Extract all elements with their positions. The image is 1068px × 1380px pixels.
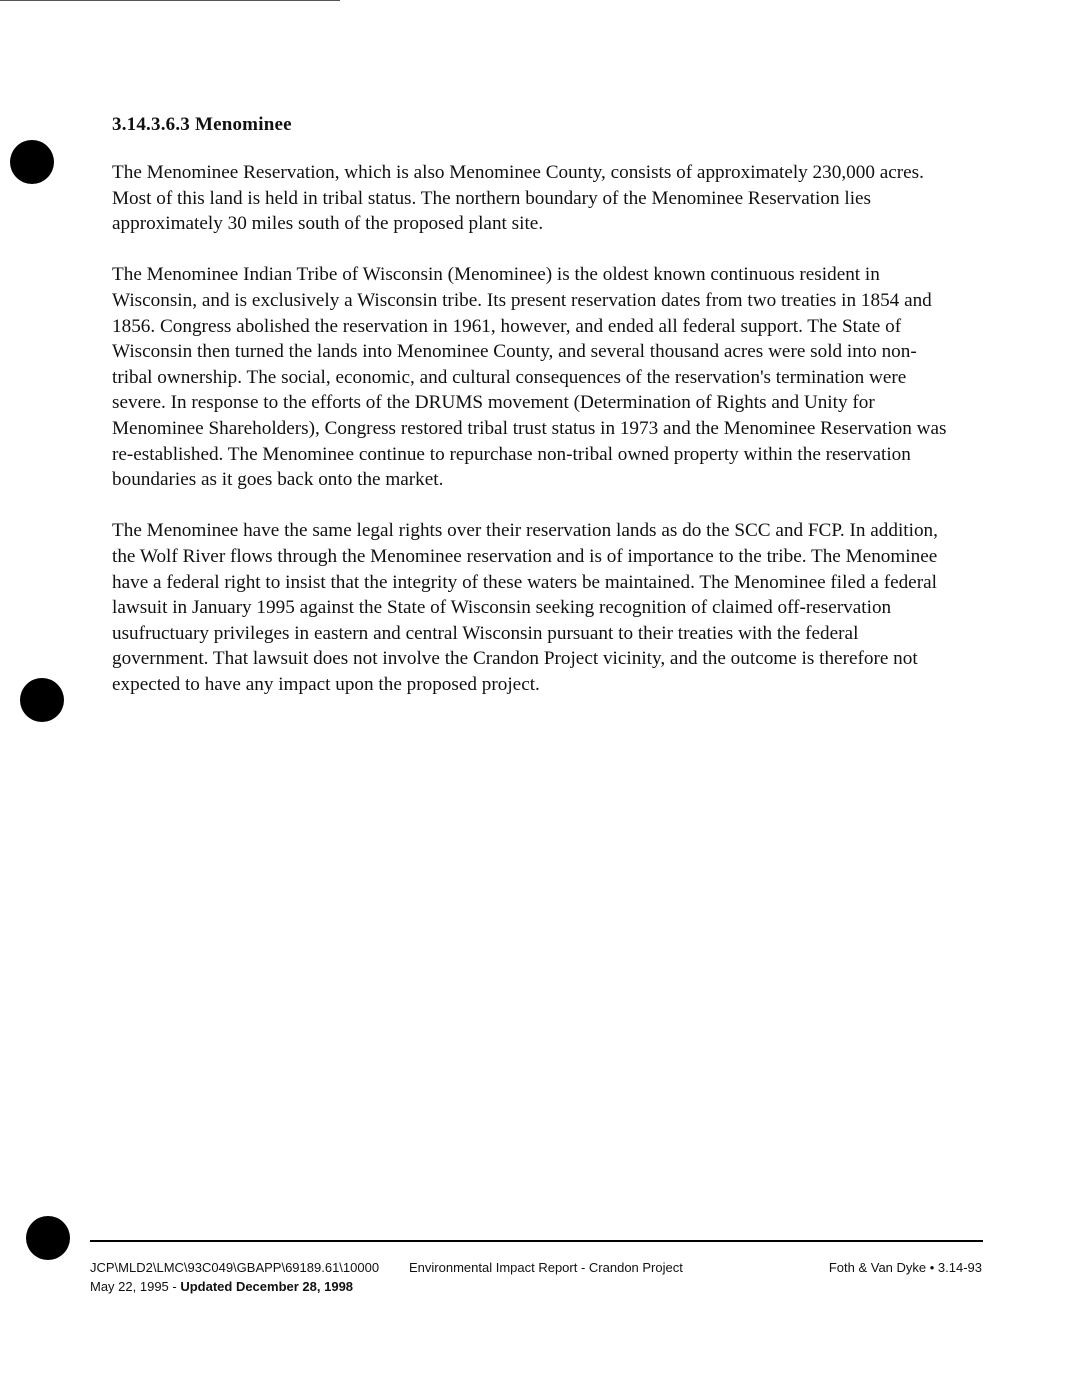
binder-hole-bottom xyxy=(26,1216,70,1260)
paragraph-reservation: The Menominee Reservation, which is also Menominee County, consists of approximately 230,000 acres. Most of this land is held in tribal status. The northern boundary of the Menominee Reservation lies approximately 30 miles south of the proposed plant site. xyxy=(112,162,924,235)
section-heading: 3.14.3.6.3 Menominee xyxy=(112,114,292,135)
footer-dates xyxy=(90,1277,379,1296)
body-text xyxy=(112,160,948,723)
footer-file-path: JCP\MLD2\LMC\93C049\GBAPP\69189.61\10000 xyxy=(90,1260,380,1275)
footer-date-updated: Updated December 28, 1998 xyxy=(180,1279,354,1294)
footer-left xyxy=(90,1258,379,1296)
paragraph-history: The Menominee Indian Tribe of Wisconsin (Menominee) is the oldest known continuous resident in Wisconsin, and is exclusively a Wisconsin tribe. Its present reservation dates from two treaties in 1854 and 1856. Congress abolished the reservation in 1961, however, and ended all federal support. The State of Wisconsin then turned the lands into Menominee County, and several thousand acres were sold into non-tribal ownership. The social, economic, and cultural consequences of the reservation's termination were severe. In response to the efforts of the DRUMS movement (Determination of Rights and Unity for Menominee Shareholders), Congress restored tribal trust status in 1973 and the Menominee Reservation was re-established. The Menominee continue to repurchase non-tribal owned property within the reservation boundaries as it goes back onto the market. xyxy=(112,264,947,491)
footer-divider xyxy=(90,1240,983,1242)
binder-hole-top xyxy=(10,140,54,184)
binder-hole-middle xyxy=(20,678,64,722)
footer-firm-page: Foth & Van Dyke • 3.14-93 xyxy=(828,1260,982,1275)
paragraph-legal-rights: The Menominee have the same legal rights over their reservation lands as do the SCC and FCP. In addition, the Wolf River flows through the Menominee reservation and is of importance to the tribe. The Menominee have a federal right to insist that the integrity of these waters be maintained. The Menominee filed a federal lawsuit in January 1995 against the State of Wisconsin seeking recognition of claimed off-reservation usufructuary privileges in eastern and central Wisconsin pursuant to their treaties with the federal government. That lawsuit does not involve the Crandon Project vicinity, and the outcome is therefore not expected to have any impact upon the proposed project. xyxy=(112,520,938,695)
footer-report-title: Environmental Impact Report - Crandon Project xyxy=(409,1260,683,1275)
top-edge-line xyxy=(0,0,340,1)
footer-date-original: May 22, 1995 - xyxy=(90,1279,181,1294)
